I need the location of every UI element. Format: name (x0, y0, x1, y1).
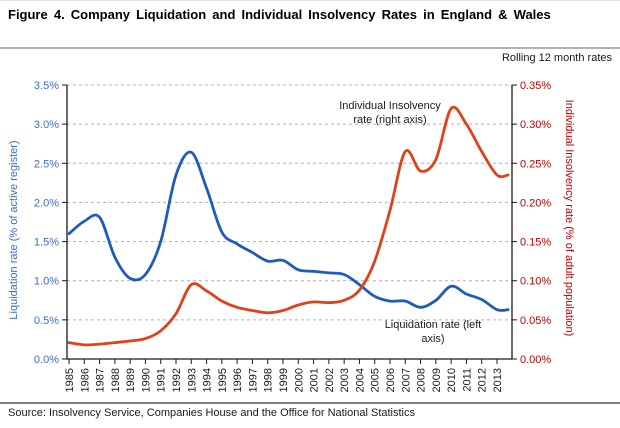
annotation-line: axis) (421, 333, 445, 345)
x-tick-label: 2013 (492, 368, 504, 393)
right-tick-label: 0.10% (520, 275, 552, 288)
right-tick-label: 0.20% (520, 197, 552, 210)
x-tick-label: 2010 (446, 368, 459, 393)
source-divider (0, 402, 620, 404)
left-tick-label: 3.5% (33, 80, 59, 92)
chart-svg (0, 71, 620, 401)
x-tick-label: 2002 (323, 368, 336, 393)
x-tick-label: 2007 (400, 368, 413, 393)
right-tick-label: 0.15% (520, 236, 552, 249)
annotation-line: rate (right axis) (353, 114, 427, 126)
right-tick-label: 0.05% (520, 314, 552, 327)
title-divider (0, 47, 620, 49)
left-tick-label: 0.0% (33, 354, 59, 366)
x-tick-label: 1998 (262, 368, 275, 393)
x-tick-label: 2008 (415, 368, 428, 393)
x-tick-label: 2006 (385, 368, 397, 393)
x-tick-label: 2001 (308, 368, 321, 393)
right-tick-label: 0.25% (520, 158, 552, 171)
left-tick-label: 3.0% (33, 119, 59, 132)
x-tick-label: 2003 (339, 368, 352, 393)
right-tick-label: 0.30% (520, 119, 552, 132)
x-tick-label: 1986 (79, 368, 92, 393)
x-tick-label: 1990 (140, 368, 153, 393)
x-tick-label: 1992 (171, 368, 183, 393)
x-tick-label: 1993 (186, 368, 199, 393)
annotation-line: Liquidation rate (left (384, 319, 482, 331)
x-tick-label: 1989 (125, 368, 138, 393)
series-line-liquidation-rate (69, 152, 508, 310)
x-tick-label: 1991 (155, 368, 168, 393)
left-axis-title: Liquidation rate (% of active register) (8, 140, 20, 320)
x-tick-label: 1995 (216, 368, 229, 393)
right-tick-label: 0.00% (520, 354, 552, 366)
x-tick-label: 1996 (232, 368, 245, 393)
x-tick-label: 2004 (354, 368, 367, 393)
x-tick-label: 1999 (278, 368, 290, 393)
right-tick-label: 0.35% (520, 80, 552, 92)
x-tick-label: 1985 (64, 368, 76, 393)
x-tick-label: 2005 (369, 368, 382, 393)
figure-title: Figure 4. Company Liquidation and Individual Insolvency Rates in England & Wales (8, 7, 551, 22)
left-tick-label: 1.5% (33, 236, 59, 249)
left-tick-label: 2.5% (33, 158, 59, 171)
x-tick-label: 1997 (247, 368, 260, 393)
left-tick-label: 1.0% (33, 275, 59, 288)
x-tick-label: 1988 (109, 368, 122, 393)
left-tick-label: 0.5% (33, 314, 59, 327)
x-tick-label: 1994 (201, 368, 214, 393)
x-tick-label: 2011 (461, 368, 474, 392)
annotation-line: Individual Insolvency (339, 100, 441, 112)
x-tick-label: 2009 (430, 368, 443, 393)
left-tick-label: 2.0% (33, 197, 59, 210)
series-line-individual-insolvency-rate (69, 107, 508, 345)
right-axis-title: Individual Insolvency rate (% of adult population) (563, 99, 575, 337)
subtitle-rolling-rates: Rolling 12 month rates (501, 52, 612, 64)
chart-area (0, 71, 620, 401)
x-tick-label: 1987 (94, 368, 107, 393)
x-tick-label: 2000 (293, 368, 306, 393)
source-text: Source: Insolvency Service, Companies House and the Office for National Statistics (8, 407, 415, 419)
x-tick-label: 2012 (476, 368, 489, 393)
